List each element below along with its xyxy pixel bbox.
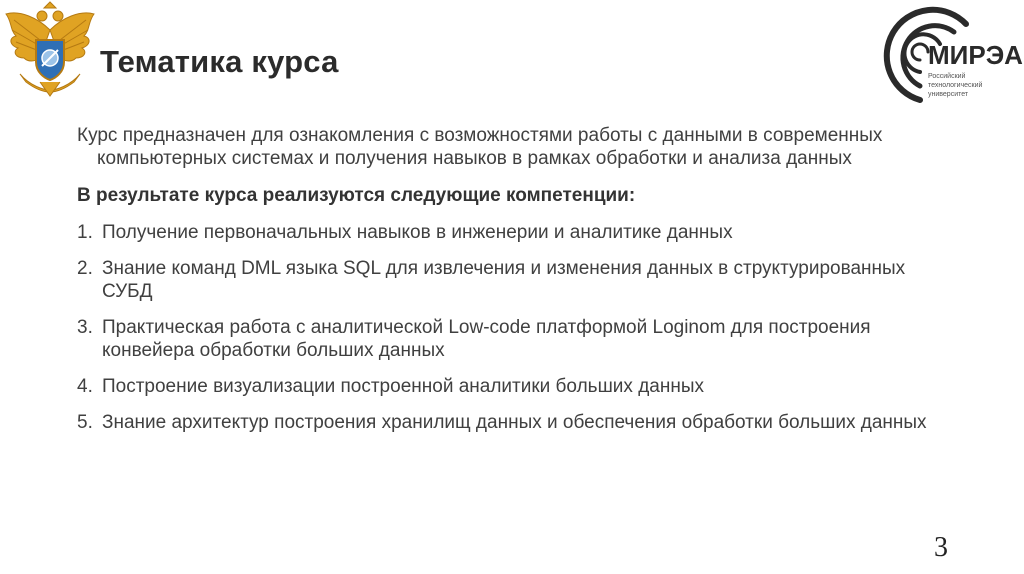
- competency-number: 3.: [77, 317, 93, 338]
- competencies-list: [77, 221, 937, 434]
- competency-number: 4.: [77, 376, 93, 397]
- competency-number: 5.: [77, 412, 93, 433]
- course-description: Курс предназначен для ознакомления с возможностями работы с данными в современных компьютерных системах и получения навыков в рамках обработки и анализа данных: [77, 125, 883, 169]
- competency-text: Знание архитектур построения хранилищ данных и обеспечения обработки больших данных: [102, 412, 927, 433]
- slide-title: Тематика курса: [100, 44, 339, 79]
- logo-subtitle-line-1: Российский: [928, 73, 966, 80]
- mirea-logo-icon: [868, 0, 1024, 108]
- competency-text: Практическая работа с аналитической Low-code платформой Loginom для построения конвейера обработки больших данных: [102, 317, 871, 361]
- logo-subtitle-line-2: технологический: [928, 82, 983, 89]
- competency-text: Получение первоначальных навыков в инженерии и аналитике данных: [102, 222, 733, 243]
- competency-number: 1.: [77, 222, 93, 243]
- mirea-logo: [868, 0, 1024, 108]
- competency-item: [77, 257, 937, 303]
- competencies-heading: В результате курса реализуются следующие компетенции:: [77, 185, 636, 206]
- competency-number: 2.: [77, 258, 93, 279]
- competency-item: [77, 316, 937, 362]
- competency-item: [77, 375, 937, 398]
- slide-body: [77, 124, 937, 447]
- logo-subtitle-line-3: университет: [928, 91, 969, 98]
- competency-text: Построение визуализации построенной аналитики больших данных: [102, 376, 704, 397]
- competency-text: Знание команд DML языка SQL для извлечения и изменения данных в структурированных СУБД: [102, 258, 906, 302]
- ministry-emblem-icon: [0, 0, 100, 100]
- logo-wordmark: МИРЭА: [928, 40, 1023, 70]
- competency-item: [77, 411, 937, 434]
- competency-item: [77, 221, 937, 244]
- page-number: 3: [934, 532, 948, 563]
